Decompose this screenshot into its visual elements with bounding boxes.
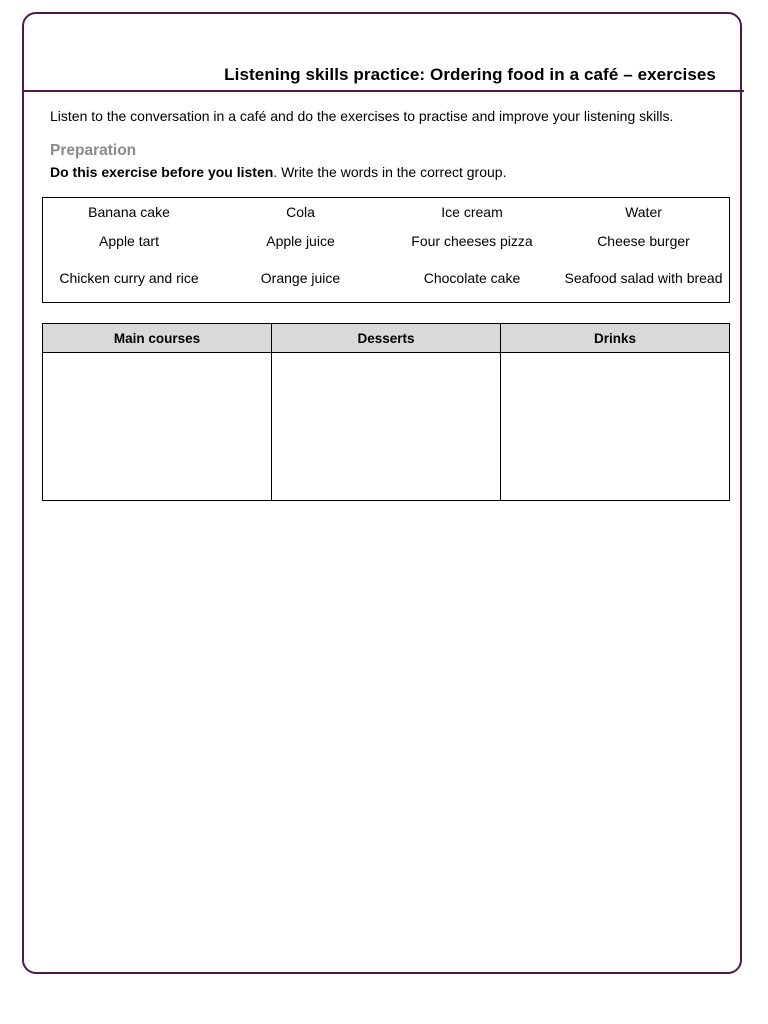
page-title: Listening skills practice: Ordering food in a café – exercises — [224, 65, 716, 84]
groups-table — [42, 323, 730, 501]
word-item: Apple juice — [266, 232, 335, 249]
title-bar — [22, 56, 744, 92]
table-header-row — [43, 324, 730, 353]
preparation-heading: Preparation — [50, 142, 137, 159]
word-item: Four cheeses pizza — [411, 232, 533, 249]
header-desserts: Desserts — [272, 324, 501, 353]
instruction-bold: Do this exercise before you listen — [50, 164, 274, 180]
main-courses-answer-cell[interactable] — [43, 353, 272, 501]
header-main-courses: Main courses — [43, 324, 272, 353]
word-item: Apple tart — [99, 232, 159, 249]
preparation-instruction — [50, 164, 506, 180]
header-drinks: Drinks — [501, 324, 730, 353]
word-grid — [43, 198, 729, 301]
word-item: Seafood salad with bread — [564, 270, 723, 286]
word-item: Ice cream — [441, 204, 503, 220]
word-item: Orange juice — [260, 270, 341, 286]
table-row — [43, 353, 730, 501]
intro-text: Listen to the conversation in a café and do the exercises to practise and improve your listening skills. — [50, 108, 674, 124]
desserts-answer-cell[interactable] — [272, 353, 501, 501]
word-item: Chocolate cake — [423, 270, 521, 286]
word-item: Cola — [286, 204, 315, 220]
drinks-answer-cell[interactable] — [501, 353, 730, 501]
instruction-rest: . Write the words in the correct group. — [273, 164, 507, 180]
word-item: Chicken curry and rice — [59, 270, 199, 286]
word-box — [42, 197, 730, 303]
word-item: Water — [625, 204, 662, 220]
word-item: Banana cake — [88, 204, 170, 220]
word-item: Cheese burger — [597, 232, 690, 249]
